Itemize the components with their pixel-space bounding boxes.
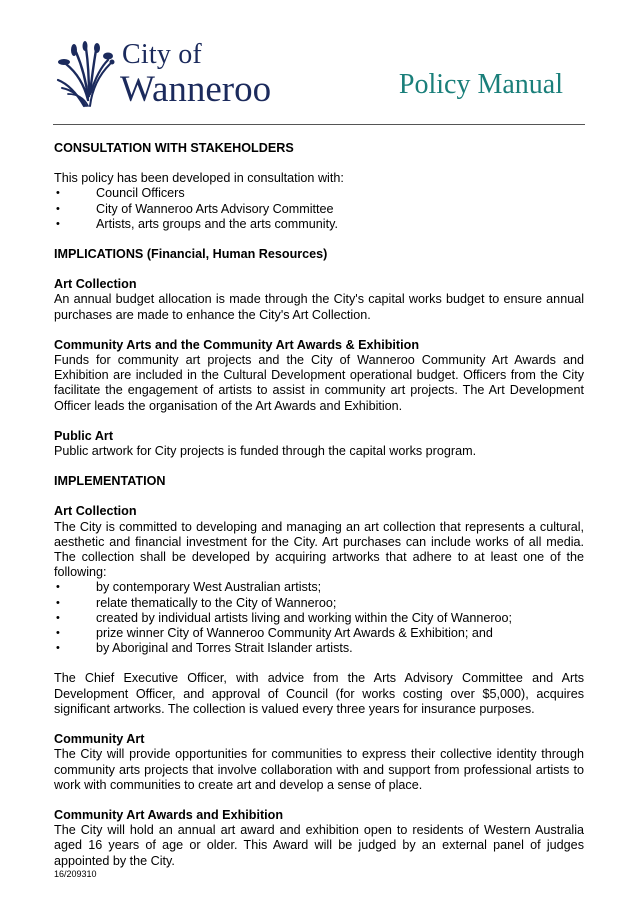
paragraph-community-art: The City will provide opportunities for communities to express their collective identity through community arts projects that involve collaboration with and support from professional artists to work with communities to create art and develop a sense of place.	[54, 747, 584, 792]
heading-implementation: IMPLEMENTATION	[54, 474, 166, 489]
paragraph-art-collection: The City is committed to developing and managing an art collection that represents a cultural, aesthetic and financial investment for the City. Art purchases can include works of all media. The collection shall be developed by acquiring artworks that adhere to at least one of the following:	[54, 519, 584, 580]
list-item: • Council Officers	[56, 186, 185, 201]
subheading-art-collection-funding: Art Collection	[54, 277, 137, 292]
list-item: • prize winner City of Wanneroo Community Art Awards & Exhibition; and	[56, 626, 493, 641]
bullet-icon: •	[56, 596, 60, 609]
document-body	[54, 141, 584, 869]
document-reference-number: 16/209310	[54, 869, 97, 879]
heading-implications: IMPLICATIONS (Financial, Human Resources)	[54, 247, 328, 262]
subheading-community-art: Community Art	[54, 732, 145, 747]
kangaroo-paw-icon	[54, 40, 116, 108]
paragraph-public-art: Public artwork for City projects is funded through the capital works program.	[54, 444, 477, 459]
paragraph-acquisition-approval: The Chief Executive Officer, with advice from the Arts Advisory Committee and Arts Development Officer, and approval of Council (for works costing over $5,000), acquires significant artworks. The collection is valued every three years for insurance purposes.	[54, 671, 584, 716]
page-header	[0, 0, 637, 130]
header-divider	[53, 124, 585, 125]
consultation-list	[54, 186, 584, 232]
policy-manual-title: Policy Manual	[398, 69, 563, 100]
bullet-icon: •	[56, 217, 60, 230]
list-item: • relate thematically to the City of Wanneroo;	[56, 595, 337, 610]
list-item: • by Aboriginal and Torres Strait Islander artists.	[56, 641, 353, 656]
bullet-icon: •	[56, 642, 60, 655]
bullet-icon: •	[56, 187, 60, 200]
list-item: • Artists, arts groups and the arts community.	[56, 216, 338, 231]
list-item: • City of Wanneroo Arts Advisory Committee	[56, 201, 334, 216]
bullet-icon: •	[56, 611, 60, 624]
consultation-intro: This policy has been developed in consultation with:	[54, 171, 344, 186]
subheading-awards-exhibition: Community Art Awards and Exhibition	[54, 807, 284, 822]
subheading-public-art: Public Art	[54, 428, 114, 443]
bullet-icon: •	[56, 581, 60, 594]
city-of-wanneroo-logo	[54, 40, 289, 112]
bullet-icon: •	[56, 627, 60, 640]
paragraph-art-collection-funding: An annual budget allocation is made through the City's capital works budget to ensure annual purchases are made to enhance the City's Art Collection.	[54, 292, 584, 322]
logo-text-wanneroo: Wanneroo	[120, 69, 272, 110]
heading-consultation: CONSULTATION WITH STAKEHOLDERS	[54, 141, 294, 155]
subheading-art-collection: Art Collection	[54, 504, 137, 519]
paragraph-awards-exhibition: The City will hold an annual art award and exhibition open to residents of Western Australia aged 16 years of age or older. This Award will be judged by an external panel of judges appointed by the City.	[54, 823, 584, 868]
acquisition-criteria-list	[54, 580, 584, 656]
paragraph-community-arts-funding: Funds for community art projects and the City of Wanneroo Community Art Awards and Exhibition are included in the Cultural Development operational budget. Officers from the City facilitate the engagement of artists to assist in community art projects. The Art Development Officer leads the organisation of the Art Awards and Exhibition.	[54, 353, 584, 413]
logo-text-city-of: City of	[122, 39, 202, 70]
list-item: • by contemporary West Australian artists;	[56, 580, 322, 595]
bullet-icon: •	[56, 202, 60, 215]
list-item: • created by individual artists living and working within the City of Wanneroo;	[56, 610, 513, 625]
subheading-community-arts-funding: Community Arts and the Community Art Awards & Exhibition	[54, 337, 420, 352]
